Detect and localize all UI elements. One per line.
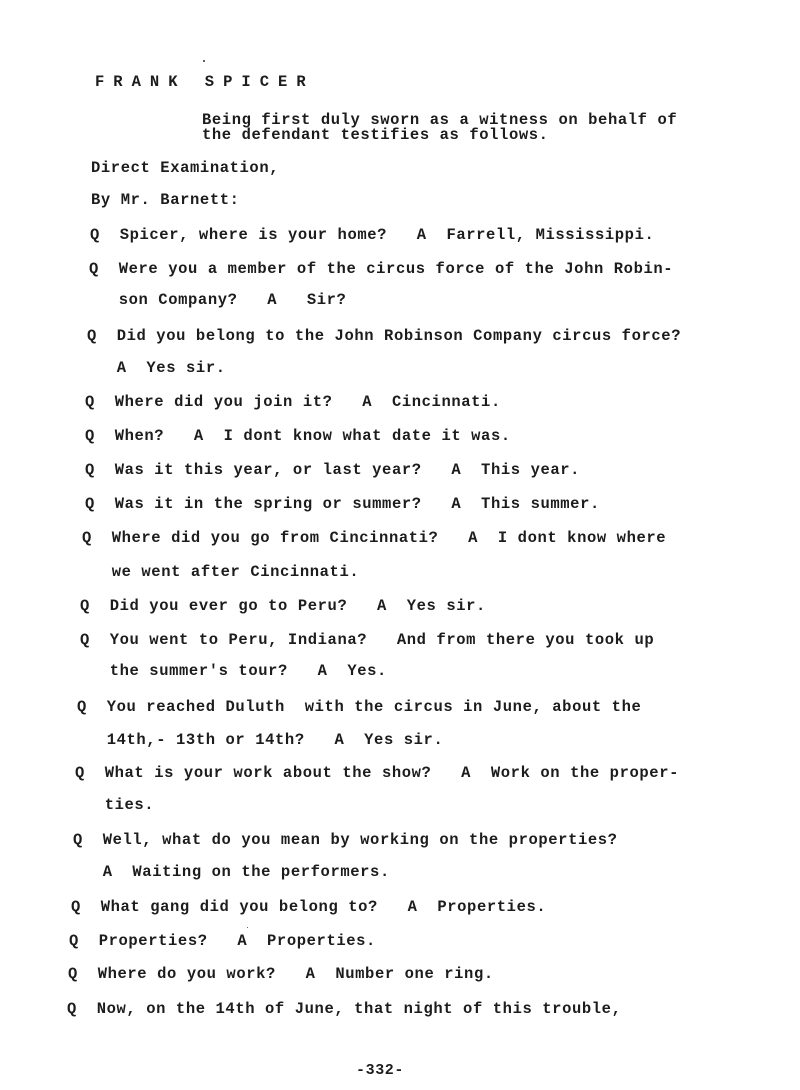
transcript-line: A Waiting on the performers. [73, 863, 390, 881]
transcript-line: Q Was it this year, or last year? A This year. [85, 461, 581, 479]
examiner-line: By Mr. Barnett: [91, 191, 240, 209]
transcript-line: Q Where do you work? A Number one ring. [68, 965, 494, 983]
page-number: -332- [356, 1062, 405, 1079]
transcript-line: Q You went to Peru, Indiana? And from there you took up [80, 631, 655, 649]
transcript-line: Q Where did you join it? A Cincinnati. [85, 393, 501, 411]
transcript-line: Q Well, what do you mean by working on the properties? [73, 831, 618, 849]
speck [203, 60, 205, 62]
transcript-line: son Company? A Sir? [89, 291, 347, 309]
transcript-line: we went after Cincinnati. [82, 563, 360, 581]
section-heading: Direct Examination, [91, 159, 280, 177]
transcript-line: Q Was it in the spring or summer? A This summer. [85, 495, 600, 513]
transcript-line: A Yes sir. [87, 359, 226, 377]
transcript-line: Q What is your work about the show? A Work on the proper- [75, 764, 679, 782]
transcript-line: the summer's tour? A Yes. [80, 662, 387, 680]
transcript-line: ties. [75, 796, 155, 814]
transcript-line: Q Did you ever go to Peru? A Yes sir. [80, 597, 486, 615]
transcript-line: Q Where did you go from Cincinnati? A I dont know where [82, 529, 667, 547]
transcript-line: 14th,- 13th or 14th? A Yes sir. [77, 731, 444, 749]
transcript-line: Q Properties? A Properties. [69, 932, 376, 950]
transcript-line: Q Now, on the 14th of June, that night of this trouble, [67, 1000, 622, 1018]
transcript-line: Q When? A I dont know what date it was. [85, 427, 511, 445]
transcript-line: Q What gang did you belong to? A Properties. [71, 898, 547, 916]
speck [247, 927, 248, 928]
transcript-line: Q Did you belong to the John Robinson Company circus force? [87, 327, 682, 345]
intro-line-1: Being first duly sworn as a witness on behalf of [202, 111, 678, 129]
transcript-line: Q You reached Duluth with the circus in June, about the [77, 698, 642, 716]
transcript-line: Q Were you a member of the circus force of the John Robin- [89, 260, 674, 278]
witness-name: FRANK SPICER [95, 73, 315, 91]
intro-line-2: the defendant testifies as follows. [202, 126, 549, 144]
transcript-line: Q Spicer, where is your home? A Farrell, Mississippi. [90, 226, 655, 244]
